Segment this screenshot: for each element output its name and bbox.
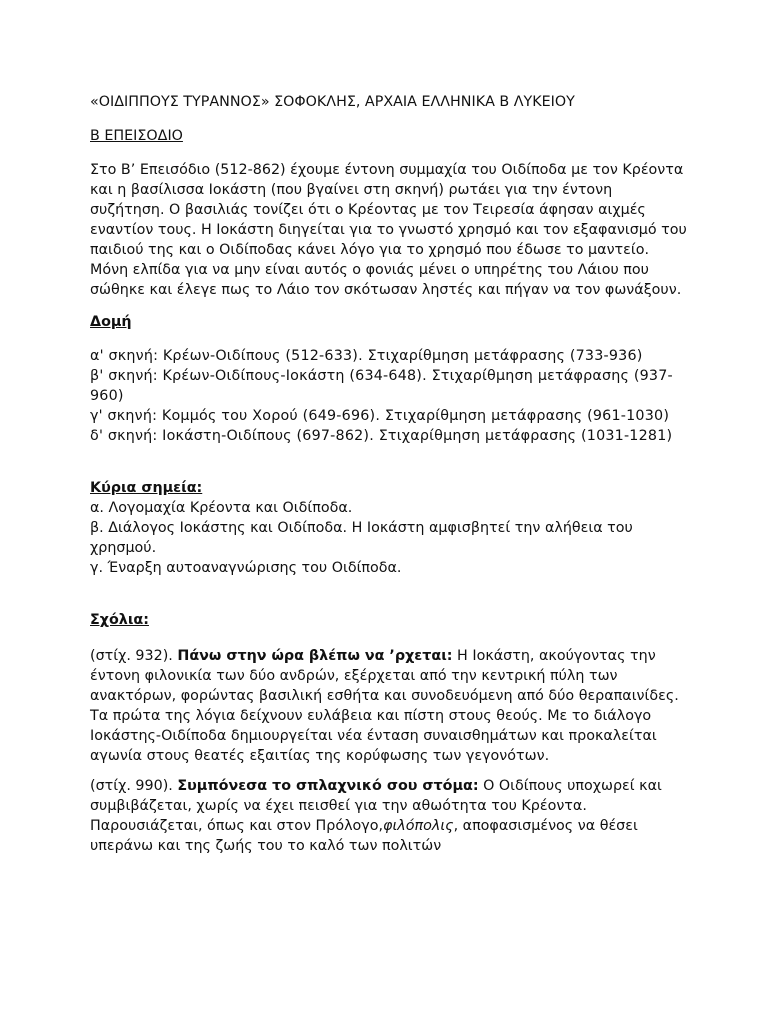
structure-line: α' σκηνή: Κρέων-Οιδίπους (512-633). Στιχαρίθμηση μετάφρασης (733-936)	[90, 348, 643, 364]
line-reference: (στίχ. 932).	[90, 648, 178, 664]
section-heading: Β ΕΠΕΙΣΟΔΙΟ	[90, 128, 183, 144]
main-points-list	[90, 498, 690, 578]
structure-line: δ' σκηνή: Ιοκάστη-Οιδίπους (697-862). Στιχαρίθμηση μετάφρασης (1031-1281)	[90, 428, 673, 444]
main-point: γ. Έναρξη αυτοαναγνώρισης του Οιδίποδα.	[90, 560, 402, 576]
document-page	[90, 92, 690, 856]
quoted-verse: Συμπόνεσα το σπλαχνικό σου στόμα:	[177, 778, 479, 794]
line-reference: (στίχ. 990).	[90, 778, 178, 794]
comment-text: Ο Οιδίπους υποχωρεί και συμβιβάζεται, χωρίς να έχει πεισθεί για την αθωότητα του Κρέοντα. Παρουσιάζεται, όπως και στον Πρόλογο,	[90, 778, 662, 834]
comment-text: , αποφασισμένος να θέσει υπεράνω και της ζωής του το καλό των πολιτών	[90, 818, 638, 854]
structure-line: γ' σκηνή: Κομμός του Χορού (649-696). Στιχαρίθμηση μετάφρασης (961-1030)	[90, 408, 670, 424]
quoted-verse: Πάνω στην ώρα βλέπω να ’ρχεται:	[177, 648, 453, 664]
document-title: «ΟΙΔΙΠΠΟΥΣ ΤΥΡΑΝΝΟΣ» ΣΟΦΟΚΛΗΣ, ΑΡΧΑΙΑ ΕΛΛΗΝΙΚΑ Β ΛΥΚΕΙΟΥ	[90, 94, 575, 110]
italic-term: φιλόπολις	[383, 818, 454, 834]
comment-paragraph	[90, 776, 690, 856]
comments-heading: Σχόλια:	[90, 612, 149, 628]
intro-paragraph: Στο Β’ Επεισόδιο (512-862) έχουμε έντονη συμμαχία του Οιδίποδα με τον Κρέοντα και η βασίλισσα Ιοκάστη (που βγαίνει στη σκηνή) ρωτάει για την έντονη συζήτηση. Ο βασιλιάς τονίζει ότι ο Κρέοντας με τον Τειρεσία άφησαν αιχμές εναντίον τους. Η Ιοκάστη διηγείται για το γνωστό χρησμό και τον εξαφανισμό του παιδιού της και ο Οιδίποδας κάνει λόγο για το χρησμό που έδωσε το μαντείο. Μόνη ελπίδα για να μην είναι αυτός ο φονιάς μένει ο υπηρέτης του Λάιου που σώθηκε και έλεγε πως το Λάιο τον σκότωσαν ληστές και πήγαν να τον φωνάξουν.	[90, 162, 687, 298]
structure-heading: Δομή	[90, 314, 132, 330]
comment-text: Η Ιοκάστη, ακούγοντας την έντονη φιλονικία των δύο ανδρών, εξέρχεται από την κεντρική πύλη των ανακτόρων, φορώντας βασιλική εσθήτα και συνοδευόμενη από δύο θεραπαινίδες. Τα πρώτα της λόγια δείχνουν ευλάβεια και πίστη στους θεούς. Με το διάλογο Ιοκάστης-Οιδίποδα δημιουργείται νέα ένταση συναισθημάτων και προκαλείται αγωνία στους θεατές εξαιτίας της κορύφωσης των γεγονότων.	[90, 648, 679, 764]
structure-line: β' σκηνή: Κρέων-Οιδίπους-Ιοκάστη (634-648). Στιχαρίθμηση μετάφρασης (937-960)	[90, 368, 673, 404]
main-points-heading: Κύρια σημεία:	[90, 480, 203, 496]
structure-list	[90, 346, 690, 446]
main-point: α. Λογομαχία Κρέοντα και Οιδίποδα.	[90, 500, 353, 516]
main-point: β. Διάλογος Ιοκάστης και Οιδίποδα. Η Ιοκάστη αμφισβητεί την αλήθεια του χρησμού.	[90, 520, 633, 556]
comment-paragraph	[90, 646, 690, 766]
